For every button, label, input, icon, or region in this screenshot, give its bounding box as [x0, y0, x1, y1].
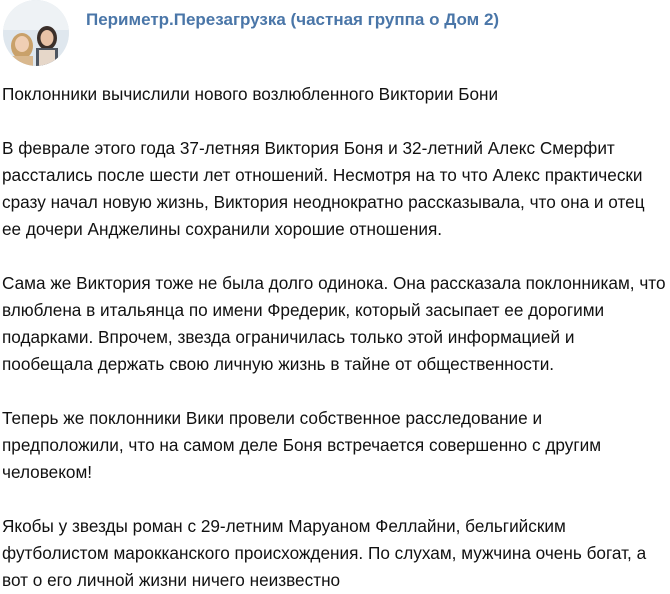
- post-paragraph: [2, 270, 664, 378]
- group-name-link[interactable]: Периметр.Перезагрузка (частная группа о Дом 2): [86, 10, 500, 29]
- post-text-line: сразу начал новую жизнь, Виктория неоднократно рассказывала, что она и отец: [2, 192, 645, 212]
- post-text-line: вот о его личной жизни ничего неизвестно: [2, 570, 341, 590]
- post-paragraph: [2, 513, 664, 594]
- post-paragraph: [2, 405, 664, 486]
- group-avatar-photo-icon: [3, 0, 69, 66]
- post-text-line: влюблена в итальянца по имени Фредерик, который засыпает ее дорогими: [2, 300, 605, 320]
- post-text-line: футболистом марокканского происхождения. По слухам, мужчина очень богат, а: [2, 543, 647, 563]
- post-title: Поклонники вычислили нового возлюбленного Виктории Бони: [2, 84, 499, 104]
- post-text-line: Теперь же поклонники Вики провели собственное расследование и: [2, 408, 543, 428]
- post-text-line: Сама же Виктория тоже не была долго одинока. Она рассказала поклонникам, что: [2, 273, 666, 293]
- post-text-line: подарками. Впрочем, звезда ограничилась только этой информацией и: [2, 327, 575, 347]
- post-text-line: Якобы у звезды роман с 29-летним Маруаном Феллайни, бельгийским: [2, 516, 566, 536]
- post-text-line: В феврале этого года 37-летняя Виктория Боня и 32-летний Алекс Смерфит: [2, 138, 615, 158]
- group-avatar[interactable]: [3, 0, 69, 66]
- post-text-line: ее дочери Анджелины сохранили хорошие отношения.: [2, 219, 443, 239]
- post-paragraph: [2, 135, 664, 243]
- post-text-line: расстались после шести лет отношений. Несмотря на то что Алекс практически: [2, 165, 643, 185]
- post-header: [0, 0, 670, 70]
- post-text-line: предположили, что на самом деле Боня встречается совершенно с другим: [2, 435, 602, 455]
- post-text-line: пообещала держать свою личную жизнь в тайне от общественности.: [2, 354, 555, 374]
- post-text-line: человеком!: [2, 462, 93, 482]
- post-body: [2, 81, 664, 594]
